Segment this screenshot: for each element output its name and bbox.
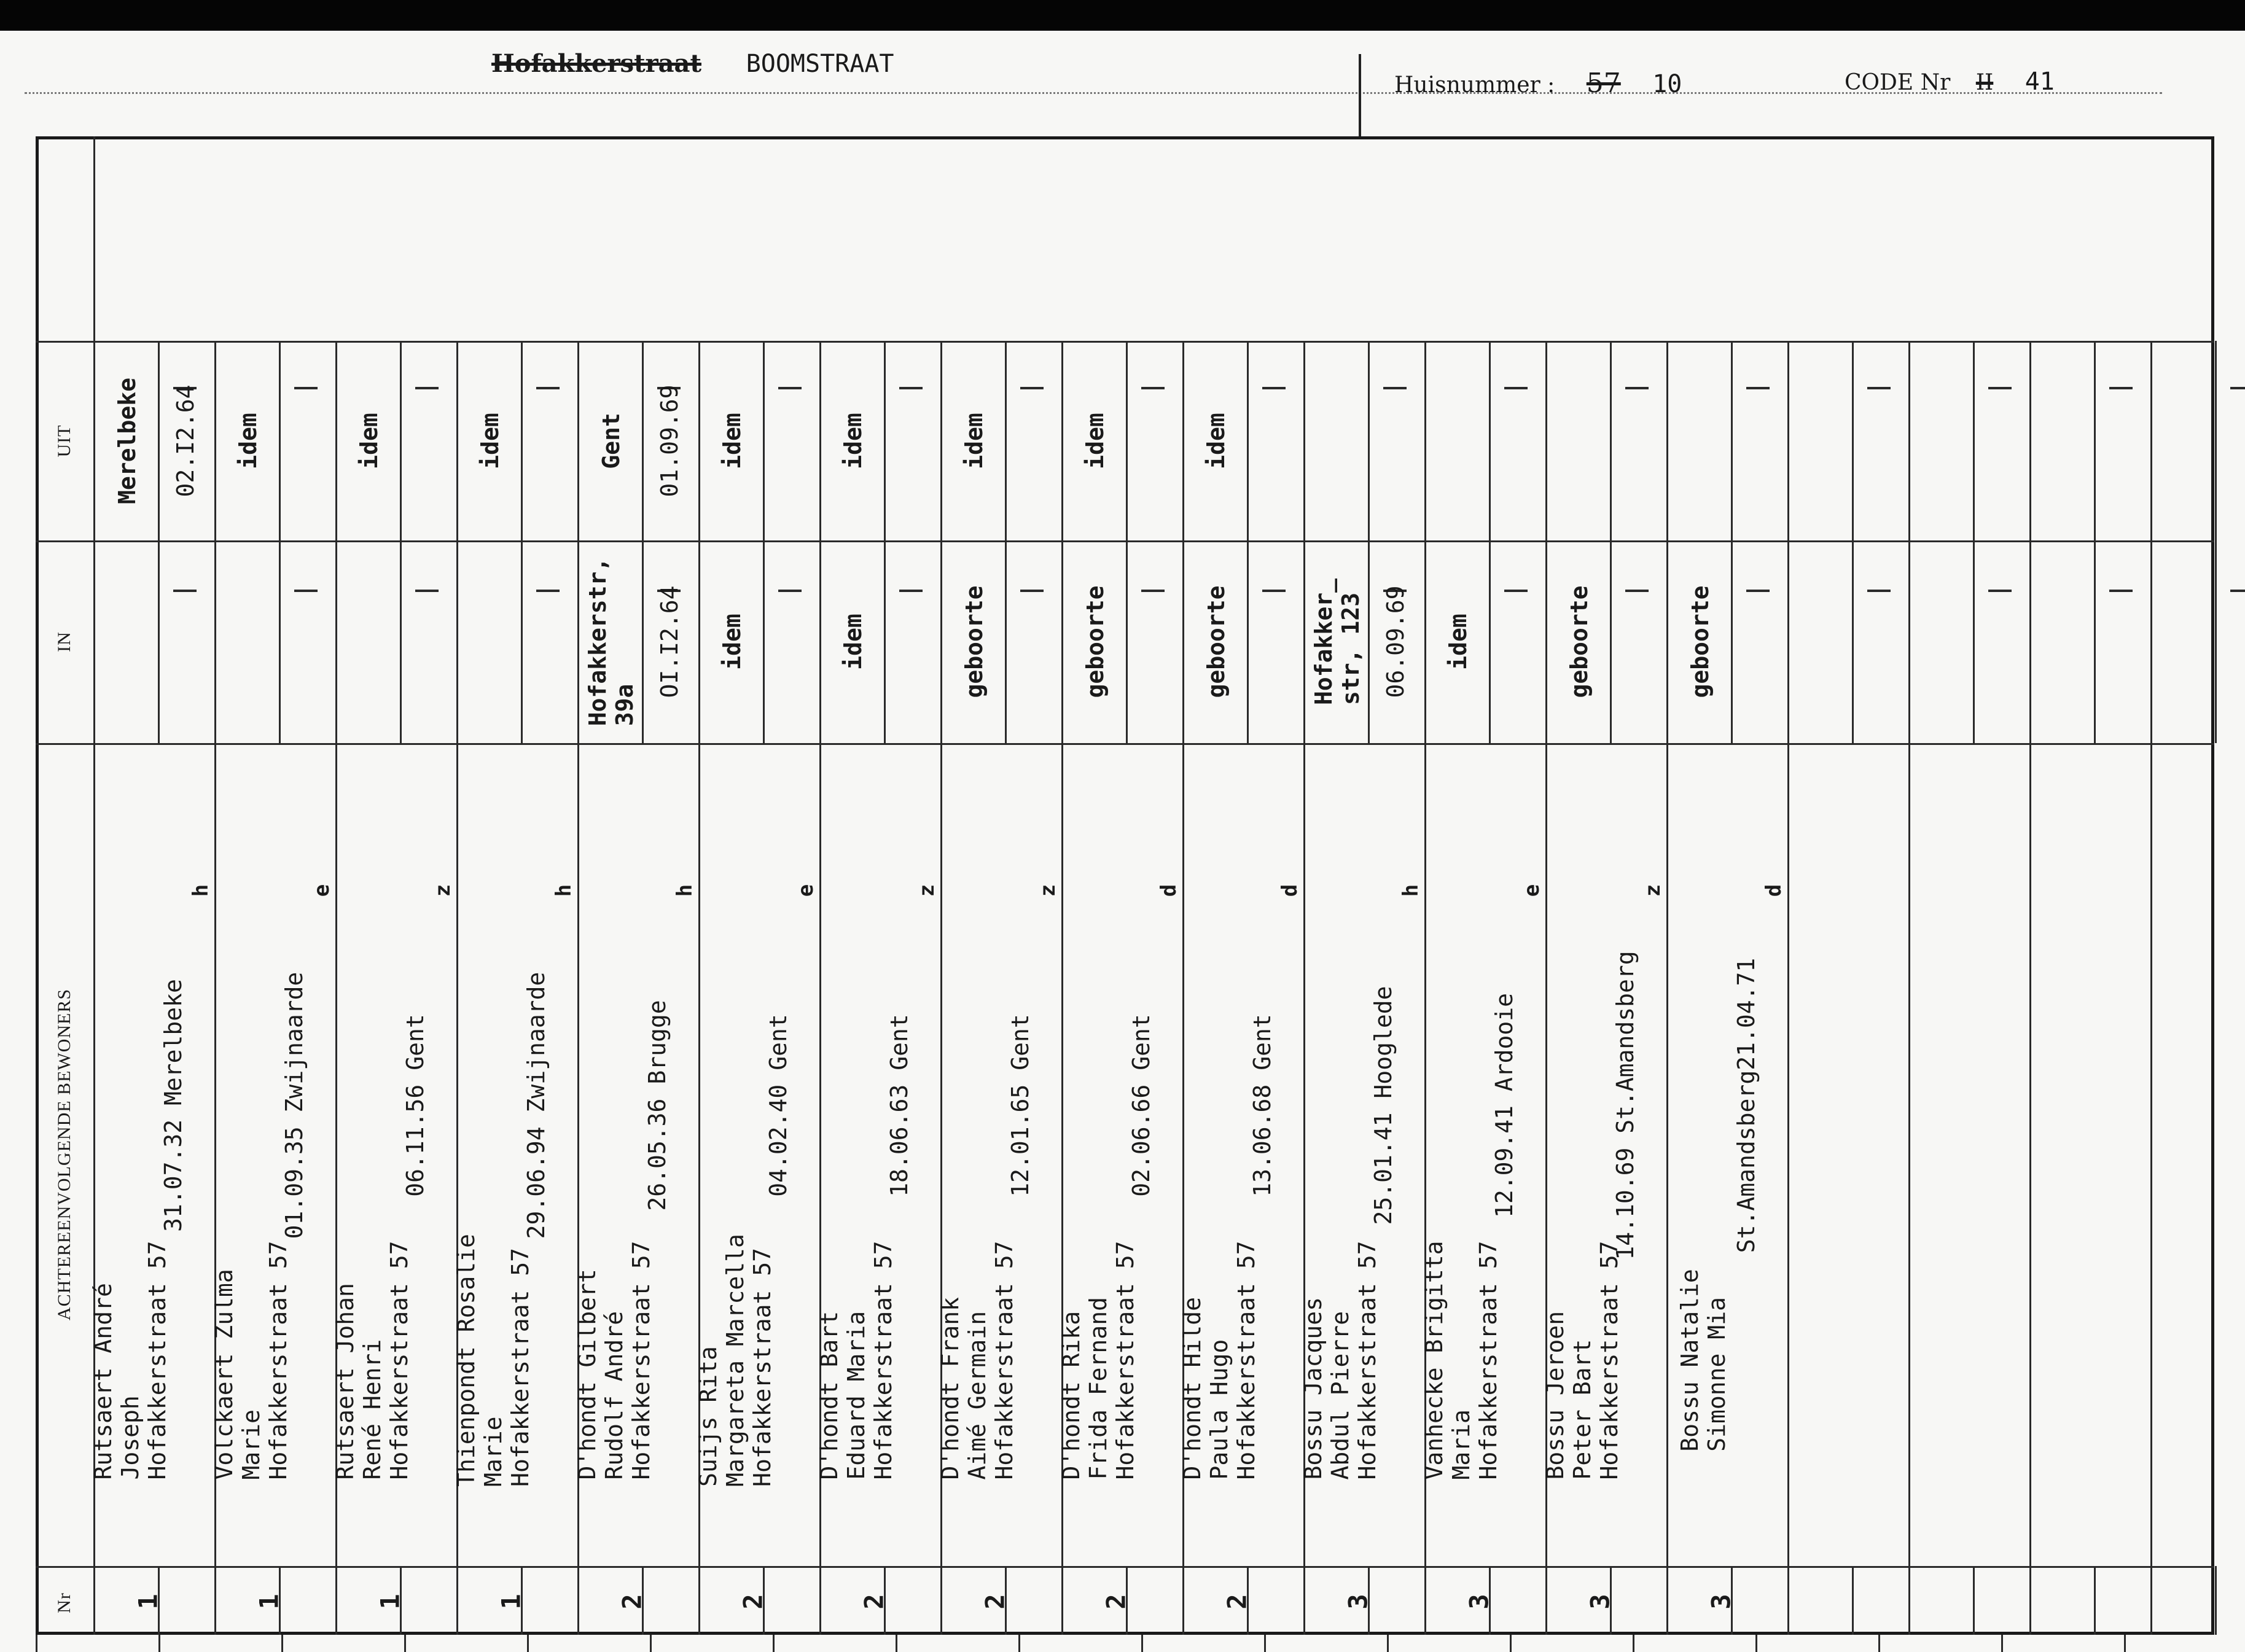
empty-date-dash	[294, 590, 318, 592]
bottom-tick	[404, 1635, 406, 1652]
resident-nr: 2	[859, 1594, 889, 1610]
resident-nr: 1	[133, 1594, 163, 1610]
empty-date-dash	[899, 387, 923, 389]
empty-date-dash	[778, 590, 802, 592]
in-top-rule	[36, 540, 2214, 542]
empty-date-dash	[899, 590, 923, 592]
sub-divider	[2215, 341, 2217, 743]
uit-destination: idem	[1203, 413, 1230, 469]
empty-date-dash	[1746, 387, 1770, 389]
empty-date-dash	[294, 387, 318, 389]
sub-divider	[884, 341, 886, 743]
header-dotted-line	[25, 92, 2162, 94]
empty-date-dash	[1383, 387, 1407, 389]
sub-divider	[1368, 341, 1370, 743]
resident-relation: z	[1641, 884, 1665, 897]
empty-date-dash	[1988, 590, 2012, 592]
birth-date-place: 02.06.66 Gent	[1128, 1014, 1155, 1197]
sub-divider	[279, 341, 281, 743]
birth-date-place: 06.11.56 Gent	[402, 1014, 429, 1197]
bottom-tick	[2124, 1635, 2126, 1652]
birth-date-place: St.Amandsberg21.04.71	[1733, 957, 1760, 1253]
in-origin: idem	[719, 614, 746, 670]
empty-date-dash	[1262, 387, 1286, 389]
uit-destination: idem	[840, 413, 867, 469]
bottom-tick	[1510, 1635, 1512, 1652]
empty-date-dash	[2109, 387, 2133, 389]
code-label: CODE Nr	[1845, 70, 1951, 95]
resident-relation: d	[1157, 884, 1181, 897]
bottom-tick	[1633, 1635, 1634, 1652]
resident-name: D'hondt Gilbert Rudolf André Hofakkerstraat 57	[574, 1241, 655, 1480]
resident-relation: z	[431, 884, 455, 897]
empty-date-dash	[173, 590, 197, 592]
resident-name: Suijs Rita Margareta Marcella Hofakkerstraat 57	[695, 1234, 776, 1487]
empty-date-dash	[1988, 387, 2012, 389]
bottom-tick	[1387, 1635, 1389, 1652]
resident-nr: 2	[1101, 1594, 1131, 1610]
empty-date-dash	[1504, 387, 1528, 389]
huisnummer-field	[1394, 68, 1682, 123]
birth-date-place: 14.10.69 St.Amandsberg	[1612, 951, 1639, 1260]
empty-date-dash	[1867, 387, 1891, 389]
header-separator	[1359, 54, 1361, 137]
sub-divider	[1126, 341, 1128, 743]
row-divider	[1908, 341, 1910, 1635]
resident-relation: d	[1762, 884, 1786, 897]
column-label-nr: Nr	[54, 1592, 74, 1613]
resident-relation: e	[794, 884, 818, 897]
in-origin: idem	[840, 614, 867, 670]
empty-date-dash	[415, 387, 439, 389]
empty-date-dash	[1262, 590, 1286, 592]
in-origin: geboorte	[1687, 585, 1714, 698]
bottom-tick	[527, 1635, 529, 1652]
bottom-tick	[281, 1635, 283, 1652]
resident-name: Rutsaert Johan René Henri Hofakkerstraat 57	[332, 1241, 413, 1480]
empty-date-dash	[536, 590, 560, 592]
empty-date-dash	[778, 387, 802, 389]
uit-destination: Merelbeke	[114, 378, 141, 504]
birth-date-place: 25.01.41 Hooglede	[1370, 986, 1397, 1225]
column-label-bewoners: ACHTEREENVOLGENDE BEWONERS	[54, 988, 74, 1321]
birth-date-place: 31.07.32 Merelbeke	[160, 979, 187, 1232]
uit-date: 02.I2.64	[172, 384, 199, 497]
resident-nr: 1	[375, 1594, 405, 1610]
bottom-tick	[1755, 1635, 1757, 1652]
sub-divider	[763, 341, 765, 743]
resident-nr: 3	[1706, 1594, 1736, 1610]
street-name-new: BOOMSTRAAT	[746, 50, 894, 78]
resident-nr: 3	[1343, 1594, 1373, 1610]
in-date: 06.09.69	[1382, 585, 1409, 698]
bottom-tick	[1878, 1635, 1880, 1652]
sub-divider	[1973, 341, 1975, 743]
in-origin: idem	[1445, 614, 1472, 670]
bottom-tick	[158, 1635, 160, 1652]
resident-relation: d	[1278, 884, 1302, 897]
resident-name: Volckaert Zulma Marie Hofakkerstraat 57	[211, 1241, 292, 1480]
bottom-tick	[650, 1635, 652, 1652]
bottom-tick	[36, 1635, 37, 1652]
bottom-tick	[2001, 1635, 2003, 1652]
birth-date-place: 13.06.68 Gent	[1249, 1014, 1276, 1197]
bottom-tick	[1264, 1635, 1266, 1652]
uit-destination: Gent	[598, 413, 625, 469]
street-header	[491, 49, 894, 104]
column-label-uit: UIT	[54, 424, 74, 458]
in-origin: geboorte	[1566, 585, 1593, 698]
sub-divider	[1731, 341, 1733, 743]
empty-date-dash	[415, 590, 439, 592]
nr-sub-divider	[2215, 1566, 2217, 1635]
resident-name: Vanhecke Brigitta Maria Hofakkerstraat 57	[1421, 1241, 1502, 1480]
empty-date-dash	[1746, 590, 1770, 592]
uit-destination: idem	[719, 413, 746, 469]
uit-date: 01.09.69	[656, 384, 683, 497]
bottom-tick	[773, 1635, 775, 1652]
code-new: 41	[2024, 68, 2055, 96]
resident-name: Bossu Natalie Simonne Mia	[1676, 1269, 1730, 1452]
bottom-tick	[1018, 1635, 1020, 1652]
uit-destination: idem	[235, 413, 262, 469]
nr-sub-divider	[1852, 1566, 1854, 1635]
sub-divider	[158, 341, 160, 743]
resident-relation: e	[1520, 884, 1544, 897]
empty-date-dash	[1867, 590, 1891, 592]
resident-nr: 1	[496, 1594, 526, 1610]
code-field	[1845, 68, 2055, 123]
resident-name: Rutsaert André Joseph Hofakkerstraat 57	[90, 1241, 171, 1480]
row-divider	[1666, 341, 1668, 1635]
sub-divider	[400, 341, 402, 743]
sub-divider	[1005, 341, 1007, 743]
nr-sub-divider	[2094, 1566, 2096, 1635]
empty-date-dash	[1504, 590, 1528, 592]
resident-relation: h	[1399, 884, 1423, 897]
sub-divider	[642, 341, 644, 743]
resident-relation: e	[310, 884, 334, 897]
birth-date-place: 26.05.36 Brugge	[644, 1000, 671, 1211]
street-name-struck: Hofakkerstraat	[491, 49, 701, 78]
resident-relation: z	[1036, 884, 1060, 897]
sub-divider	[1852, 341, 1854, 743]
birth-date-place: 12.09.41 Ardooie	[1491, 992, 1518, 1218]
empty-date-dash	[2109, 590, 2133, 592]
sub-divider	[2094, 341, 2096, 743]
code-old: II	[1975, 70, 1994, 95]
resident-relation: h	[552, 884, 576, 897]
empty-date-dash	[2230, 387, 2245, 389]
birth-date-place: 18.06.63 Gent	[886, 1014, 913, 1197]
empty-date-dash	[1020, 387, 1044, 389]
resident-nr: 1	[254, 1594, 284, 1610]
sub-divider	[1489, 341, 1491, 743]
empty-date-dash	[1625, 590, 1649, 592]
birth-date-place: 04.02.40 Gent	[765, 1014, 792, 1197]
bewoners-top-rule	[36, 743, 2214, 745]
in-origin: geboorte	[1203, 585, 1230, 698]
empty-date-dash	[1141, 590, 1165, 592]
uit-destination: idem	[477, 413, 504, 469]
empty-date-dash	[1141, 387, 1165, 389]
bottom-tick	[896, 1635, 897, 1652]
resident-nr: 2	[1222, 1594, 1252, 1610]
row-divider	[1787, 341, 1789, 1635]
resident-nr: 3	[1585, 1594, 1615, 1610]
uit-destination: idem	[356, 413, 383, 469]
nr-top-rule	[36, 1566, 2214, 1568]
sub-divider	[1247, 341, 1249, 743]
resident-name: Thienpondt Rosalie Marie Hofakkerstraat 57	[453, 1234, 534, 1487]
resident-name: D'hondt Bart Eduard Maria Hofakkerstraat 57	[816, 1241, 897, 1480]
resident-nr: 2	[980, 1594, 1010, 1610]
column-label-in: IN	[54, 631, 74, 652]
empty-date-dash	[536, 387, 560, 389]
resident-name: Bossu Jeroen Peter Bart Hofakkerstraat 57	[1542, 1241, 1623, 1480]
nr-sub-divider	[1973, 1566, 1975, 1635]
uit-destination: idem	[1082, 413, 1109, 469]
empty-date-dash	[2230, 590, 2245, 592]
resident-name: D'hondt Hilde Paula Hugo Hofakkerstraat 57	[1179, 1241, 1260, 1480]
resident-relation: h	[673, 884, 697, 897]
row-divider	[2150, 341, 2152, 1635]
resident-relation: z	[915, 884, 939, 897]
uit-top-rule	[36, 341, 2214, 343]
in-origin: geboorte	[961, 585, 988, 698]
uit-destination: idem	[961, 413, 988, 469]
bottom-tick	[1141, 1635, 1143, 1652]
scan-top-border	[0, 0, 2245, 31]
huisnummer-old: 57	[1586, 68, 1621, 99]
sub-divider	[521, 341, 523, 743]
birth-date-place: 12.01.65 Gent	[1007, 1014, 1034, 1197]
sub-divider	[1610, 341, 1612, 743]
huisnummer-label: Huisnummer :	[1394, 72, 1555, 98]
empty-date-dash	[1625, 387, 1649, 389]
resident-nr: 2	[738, 1594, 768, 1610]
huisnummer-new: 10	[1652, 70, 1682, 98]
resident-name: Bossu Jacques Abdul Pierre Hofakkerstraat 57	[1300, 1241, 1381, 1480]
birth-date-place: 01.09.35 Zwijnaarde	[281, 972, 308, 1239]
resident-nr: 2	[617, 1594, 647, 1610]
birth-date-place: 29.06.94 Zwijnaarde	[523, 972, 550, 1239]
in-origin: Hofakker_ str, 123	[1310, 579, 1364, 705]
row-divider	[2029, 341, 2031, 1635]
in-origin: Hofakkerstr, 39a	[584, 557, 638, 727]
in-date: OI.I2.64	[656, 585, 683, 698]
empty-date-dash	[1020, 590, 1044, 592]
resident-nr: 3	[1464, 1594, 1494, 1610]
in-origin: geboorte	[1082, 585, 1109, 698]
resident-name: D'hondt Rika Frida Fernand Hofakkerstraat 57	[1058, 1241, 1139, 1480]
resident-name: D'hondt Frank Aimé Germain Hofakkerstraat 57	[937, 1241, 1018, 1480]
resident-relation: h	[189, 884, 213, 897]
